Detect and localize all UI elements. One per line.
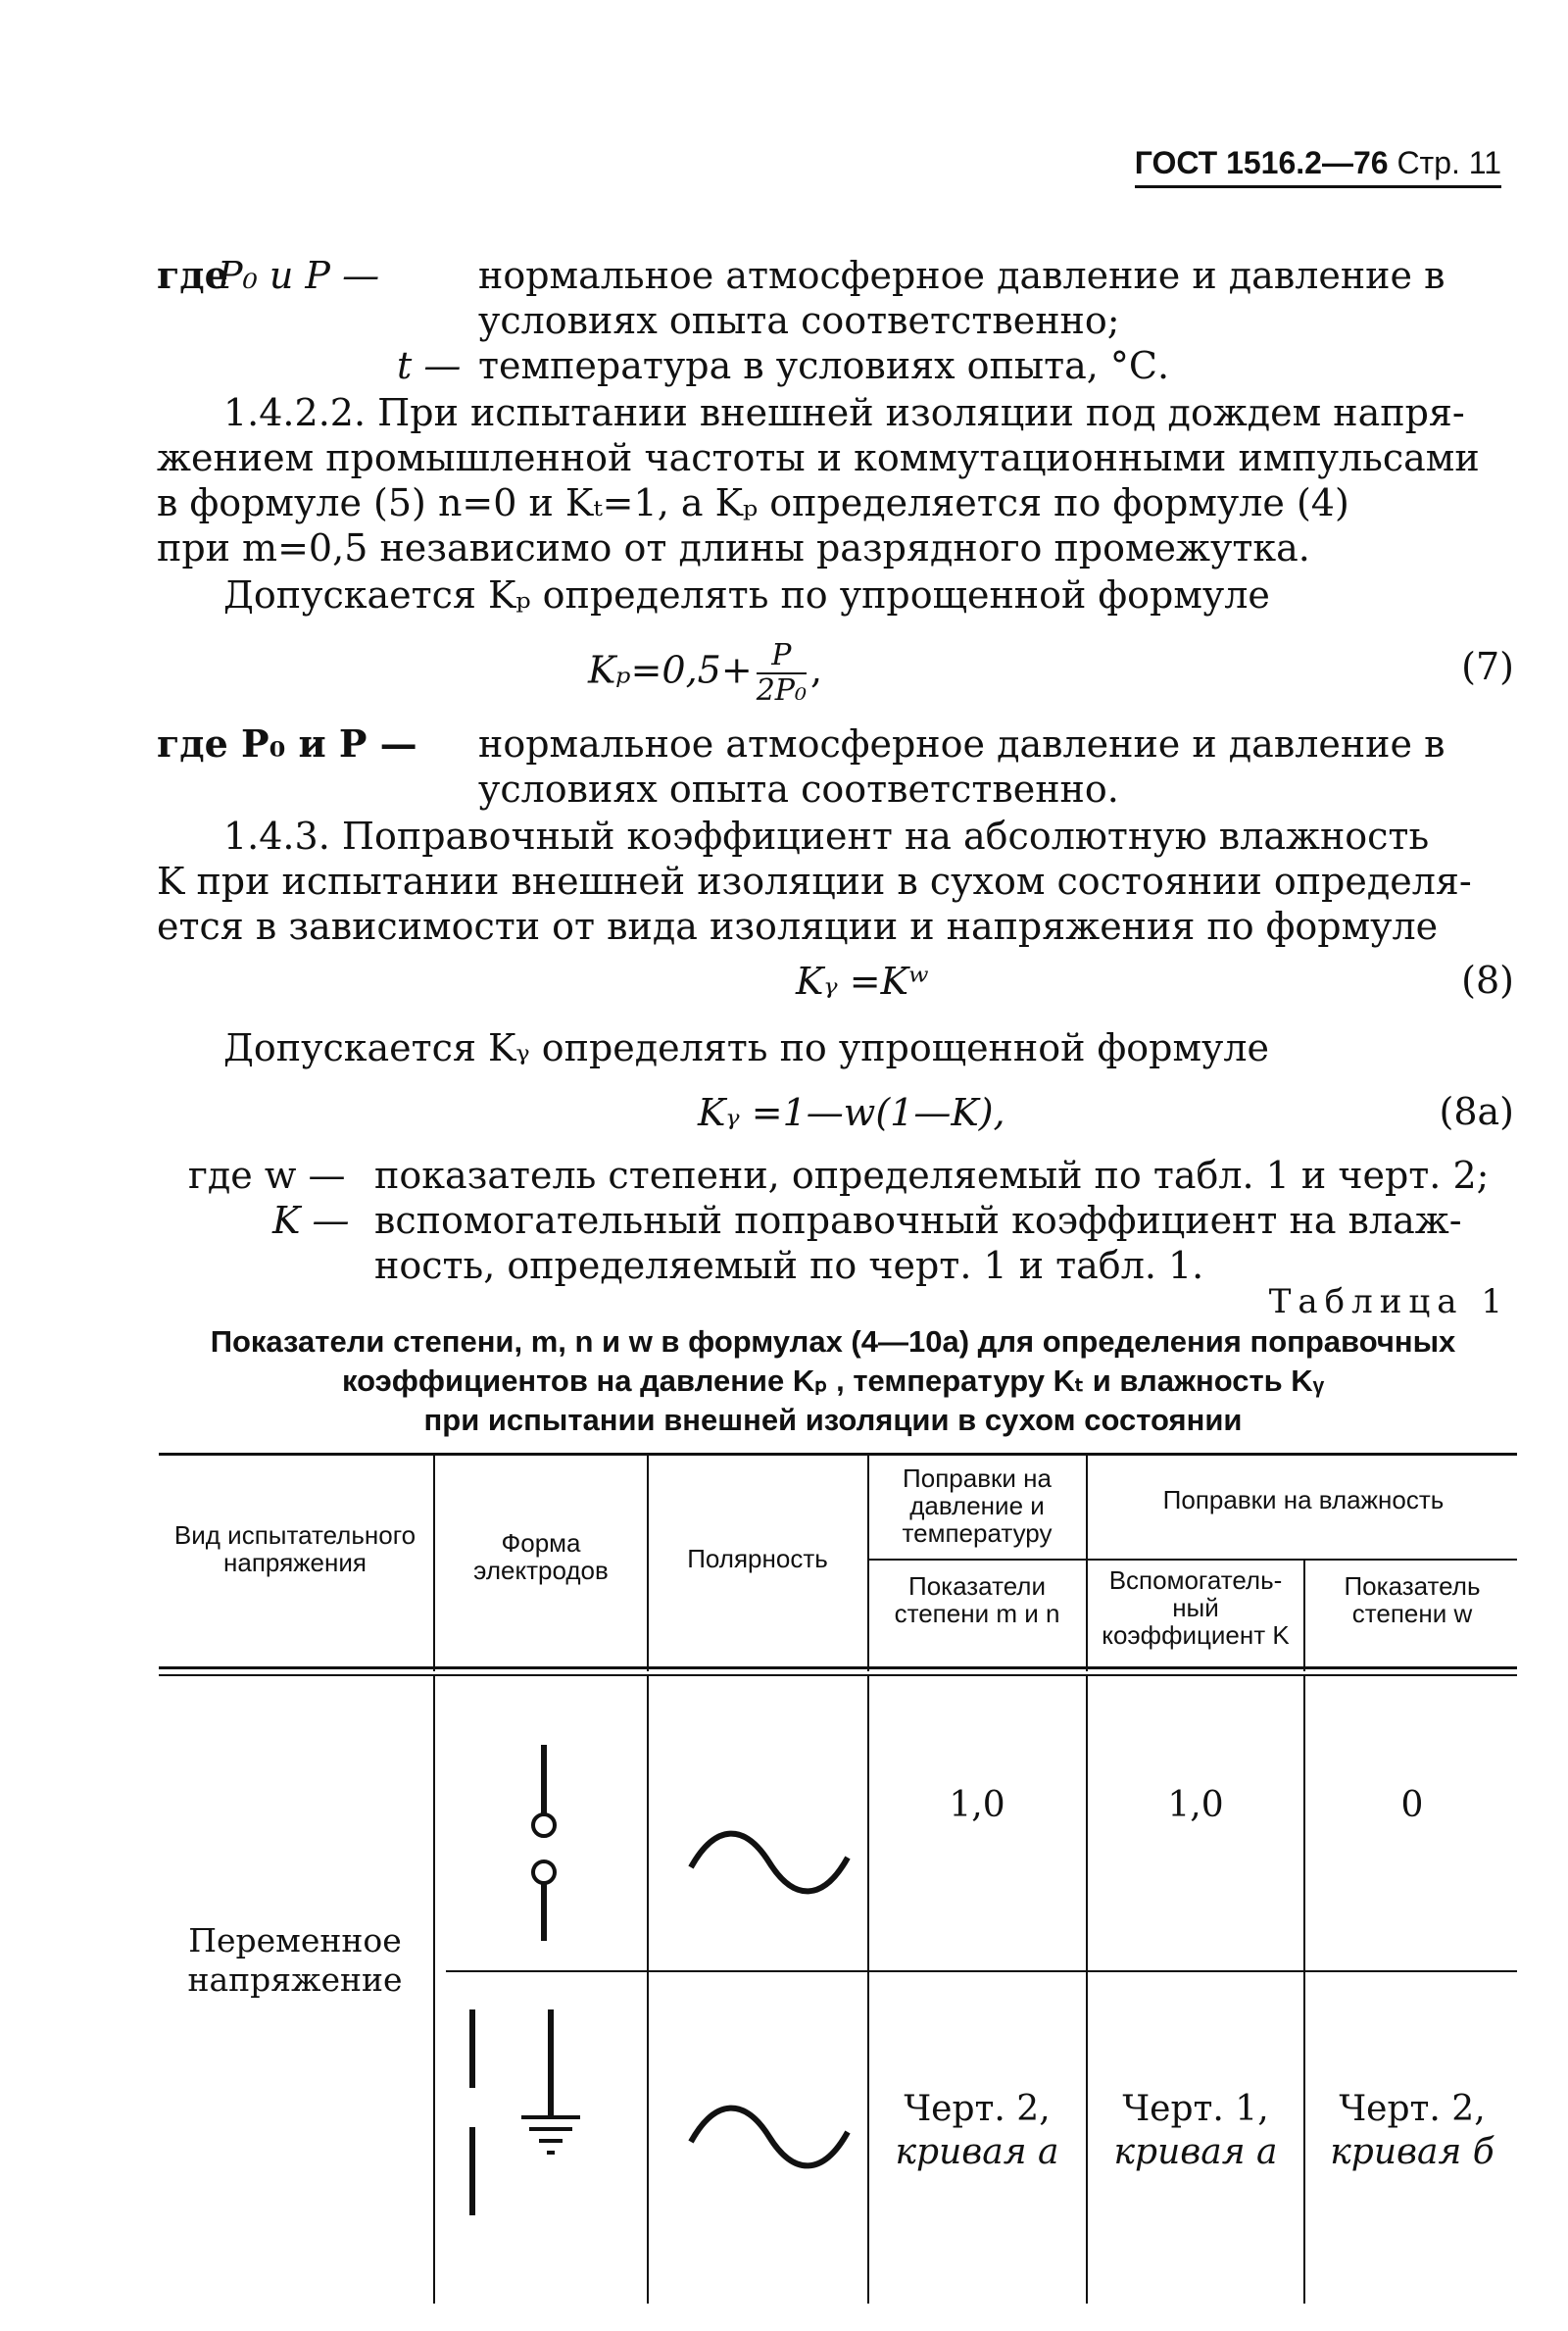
where-label: где — [157, 253, 228, 297]
header-pressure-temperature: Поправки на давление и температуру — [902, 1463, 1053, 1548]
equation-number: (7) — [1461, 645, 1514, 688]
definition-line: температура в условиях опыта, °С. — [478, 344, 1170, 387]
where-label: где w — — [188, 1154, 346, 1197]
column-line — [647, 1456, 649, 1671]
header-bottom-rule — [159, 1674, 1517, 1676]
paragraph-line: Допускается Kᵧ определять по упрощенной формуле — [223, 1026, 1269, 1069]
paragraph-line: ется в зависимости от вида изоляции и напряжения по формуле — [157, 905, 1439, 948]
symbol-p0-p: P₀ и P — — [218, 254, 380, 297]
formula-8a: Kᵧ =1—w(1—K), — [698, 1091, 1005, 1134]
table-caption: Показатели степени, m, n и w в формулах (4—10а) для определения поправочных — [210, 1324, 1456, 1359]
column-line — [1303, 1561, 1305, 1671]
definition-line: условиях опыта соответственно. — [478, 768, 1119, 811]
paragraph-line: K при испытании внешней изоляции в сухом состоянии определя- — [157, 860, 1472, 903]
formula-8: Kᵧ =Kʷ — [796, 960, 929, 1003]
cell-k-value: 1,0 — [1167, 1785, 1224, 1825]
sine-wave-icon — [686, 1823, 853, 1902]
definition-line: вспомогательный поправочный коэффициент на влаж- — [374, 1199, 1462, 1242]
header-bottom-rule — [159, 1666, 1517, 1669]
table-caption: коэффициентов на давление Kₚ , температуру Kₜ и влажность Kᵧ — [342, 1364, 1324, 1398]
cell-w-value: 0 — [1400, 1785, 1424, 1825]
standard-title: ГОСТ 1516.2—76 — [1134, 145, 1389, 180]
paragraph-line: при m=0,5 независимо от длины разрядного промежутка. — [157, 526, 1310, 570]
cell-mn-reference: Черт. 2, кривая а — [895, 2089, 1059, 2172]
paragraph-line: Допускается Kₚ определять по упрощенной формуле — [223, 573, 1270, 617]
rod-plane-icon — [453, 2000, 600, 2235]
page-number: Стр. 11 — [1396, 145, 1501, 180]
paragraph-line: жением промышленной частоты и коммутационными импульсами — [157, 436, 1480, 479]
page-header — [1135, 145, 1501, 188]
column-line — [1086, 1676, 1088, 2304]
sphere-gap-icon — [510, 1735, 578, 1951]
definition-line: показатель степени, определяемый по табл. 1 и черт. 2; — [374, 1154, 1490, 1197]
table-label: Таблица 1 — [1268, 1282, 1509, 1321]
cell-k-reference: Черт. 1, кривая а — [1113, 2089, 1278, 2172]
column-line — [1086, 1456, 1088, 1671]
cell-mn-value: 1,0 — [949, 1785, 1005, 1825]
column-line — [1303, 1676, 1305, 2304]
equation-number: (8) — [1461, 959, 1514, 1002]
header-electrode-form: Форма электродов — [473, 1528, 609, 1585]
column-line — [433, 1456, 435, 1671]
definition-line: ность, определяемый по черт. 1 и табл. 1. — [374, 1244, 1204, 1287]
where-label: где P₀ и P — — [157, 721, 417, 766]
group-divider — [867, 1559, 1517, 1561]
column-line — [647, 1676, 649, 2304]
row-divider — [446, 1970, 1517, 1972]
equation-number: (8а) — [1439, 1090, 1514, 1133]
sine-wave-icon — [686, 2098, 853, 2176]
definition-line: условиях опыта соответственно; — [478, 299, 1120, 342]
symbol-t: t — — [397, 344, 462, 387]
paragraph-line: 1.4.2.2. При испытании внешней изоляции под дождем напря- — [223, 391, 1465, 434]
header-exponents-mn: Показатели степени m и n — [894, 1571, 1060, 1628]
header-test-voltage: Вид испытательного напряжения — [173, 1520, 416, 1577]
header-humidity: Поправки на влажность — [1162, 1485, 1445, 1514]
column-line — [867, 1676, 869, 2304]
symbol-k: K — — [272, 1199, 350, 1242]
header-aux-coefficient: Вспомогатель-ный коэффициент K — [1102, 1565, 1290, 1650]
cell-w-reference: Черт. 2, кривая б — [1330, 2089, 1494, 2172]
column-line — [867, 1456, 869, 1671]
header-polarity: Полярность — [687, 1544, 828, 1573]
column-line — [433, 1676, 435, 2304]
header-exponent-w: Показатель степени w — [1344, 1571, 1481, 1628]
table-top-rule — [159, 1453, 1517, 1456]
table-caption: при испытании внешней изоляции в сухом состоянии — [423, 1403, 1243, 1437]
formula-7: Kₚ=0,5+ $\frac{P}{\text{2P₀}}$ , — [588, 638, 823, 708]
paragraph-line: в формуле (5) n=0 и Kₜ=1, а Kₚ определяется по формуле (4) — [157, 481, 1349, 524]
paragraph-line: 1.4.3. Поправочный коэффициент на абсолютную влажность — [223, 815, 1430, 858]
definition-line: нормальное атмосферное давление и давление в — [478, 722, 1446, 766]
row-label-ac-voltage: Переменное напряжение — [187, 1921, 403, 1999]
definition-line: нормальное атмосферное давление и давление в — [478, 254, 1446, 297]
